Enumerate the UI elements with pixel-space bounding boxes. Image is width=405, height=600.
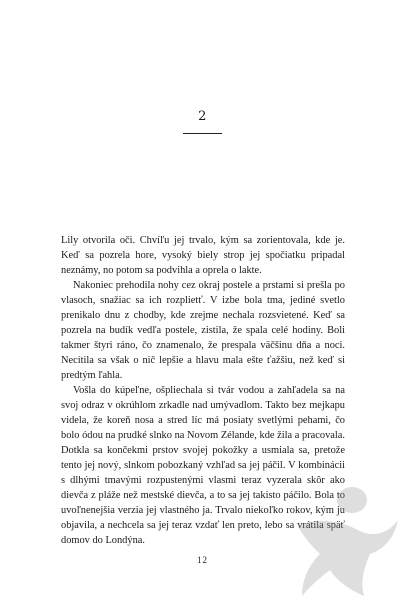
chapter-number: 2 (198, 109, 207, 124)
page-number: 12 (197, 555, 208, 565)
paragraph: Lily otvorila oči. Chvíľu jej trvalo, kým sa zorientovala, kde je. Keď sa pozrela hore, vysoký biely strop jej spočiatku pripadal neznámy, no potom sa podvihla a oprela o lakte. (61, 235, 345, 276)
paragraph: Nakoniec prehodila nohy cez okraj postele a prstami si prešla po vlasoch, snažiac sa ich rozplietť. V izbe bola tma, jediné svetlo prenikalo dnu z chodby, kde zrejme nechala rozsvietené. Keď sa pozrela na budík vedľa postele, zistila, že spala celé hodiny. Boli takmer štyri ráno, čo znamenalo, že prespala väčšinu dňa a noci. Necítila sa však o nič lepšie a hlavu mala ešte ťažšiu, než keď si predtým ľahla. (61, 280, 345, 381)
chapter-body (61, 233, 345, 548)
chapter-divider (183, 133, 222, 134)
paragraph: Vošla do kúpeľne, ošpliechala si tvár vodou a zahľadela sa na svoj odraz v okrúhlom zrkadle nad umývadlom. Takto bez mejkapu videla, že koreň nosa a stred líc má posiaty svetlými pehami, čo bolo ódou na prudké slnko na Novom Zélande, kde žila a pracovala. Dotkla sa končekmi prstov svojej pokožky a usmiala sa, pretože tento jej nový, slnkom pobozkaný vzhľad sa jej páčil. V kombinácii s dlhými tmavými rozpustenými vlasmi teraz vyzerala skôr ako dievča z pláže než mestské dievča, a to sa jej takisto páčilo. Bola to uvoľnenejšia verzia jej vlastného ja. Trvalo niekoľko rokov, kým ju objavila, a nechcela sa jej teraz vzdať len preto, lebo sa vrátila späť domov do Londýna. (61, 385, 345, 546)
